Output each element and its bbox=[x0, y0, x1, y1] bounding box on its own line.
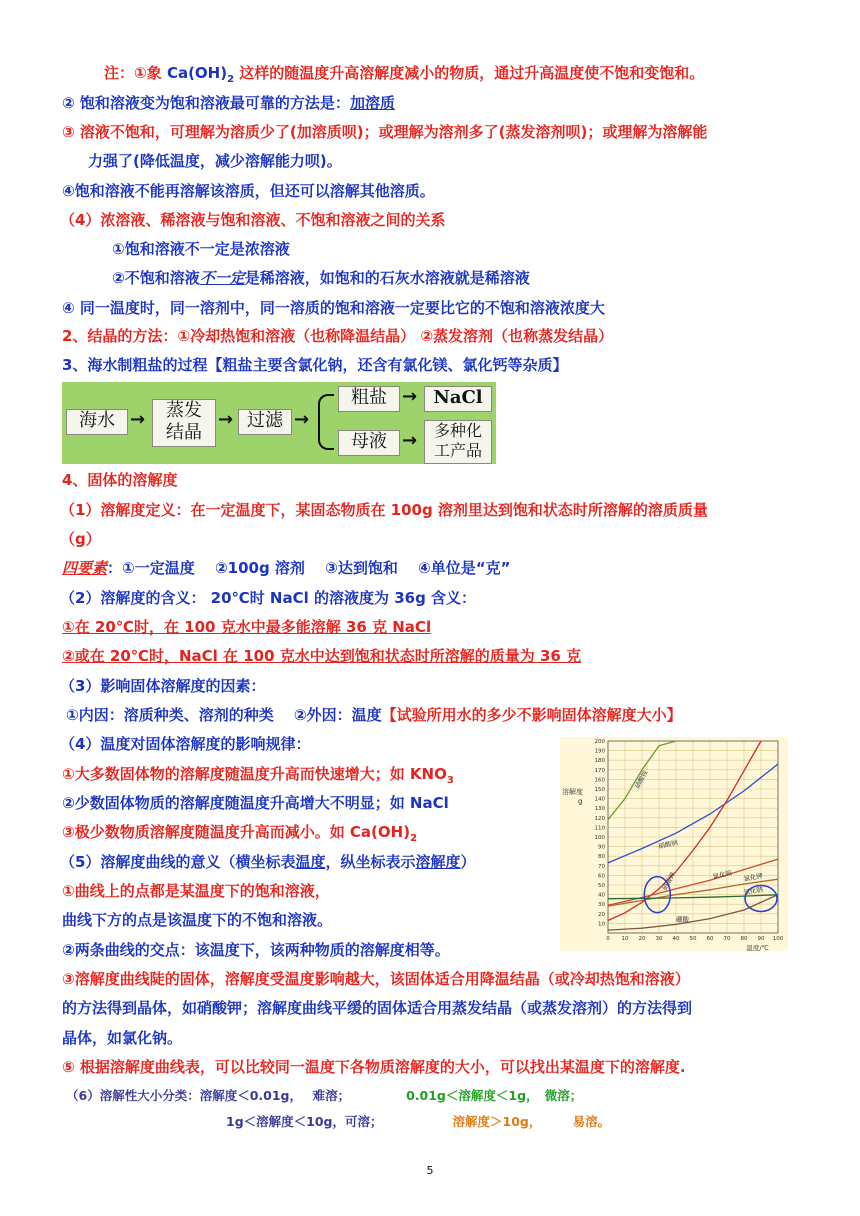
line-7: ①饱和溶液不一定是浓溶液 bbox=[112, 240, 290, 258]
text: ③极少数物质溶解度随温度升高而减小。如 Ca(OH) bbox=[62, 823, 411, 841]
y-tick-label: 80 bbox=[598, 854, 605, 861]
solubility-chart bbox=[560, 737, 788, 951]
y-tick-label: 190 bbox=[594, 748, 605, 755]
note-line bbox=[104, 63, 704, 90]
y-tick-label: 180 bbox=[594, 758, 605, 765]
four-elements-label: 四要素 bbox=[62, 559, 108, 577]
curve-point-2: 曲线下方的点是该温度下的不饱和溶液。 bbox=[62, 911, 333, 929]
series-label: 硼酸 bbox=[676, 915, 689, 924]
curve-meaning-heading bbox=[60, 852, 476, 872]
series-label: 氯化钾 bbox=[742, 871, 764, 884]
meaning-heading: （2）溶解度的含义： 20℃时 NaCl 的溶液度为 36g 含义： bbox=[60, 589, 477, 607]
flow-box-mother-liquor: 母液 bbox=[338, 430, 400, 456]
curve-point-1: ①曲线上的点都是某温度下的饱和溶液， bbox=[62, 882, 330, 900]
x-tick-label: 90 bbox=[757, 936, 765, 942]
series-label: 硝酸钠 bbox=[657, 838, 679, 851]
x-tick-label: 20 bbox=[638, 936, 646, 942]
line-8 bbox=[112, 268, 530, 288]
arrow-icon: → bbox=[402, 386, 418, 407]
rule-2: ②少数固体物质的溶解度随温度升高增大不明显；如 NaCl bbox=[62, 794, 449, 812]
note-prefix: 注：①象 bbox=[104, 64, 167, 82]
subscript: 3 bbox=[446, 775, 454, 786]
x-axis-label: 温度/℃ bbox=[746, 944, 769, 951]
y-tick-label: 140 bbox=[594, 796, 605, 803]
subscript: 2 bbox=[410, 833, 418, 844]
text: 是稀溶液，如饱和的石灰水溶液就是稀溶液 bbox=[244, 269, 530, 287]
line-3: ③ 溶液不饱和，可理解为溶质少了(加溶质呗)；或理解为溶剂多了(蒸发溶剂呗)；或理解为溶解能 bbox=[62, 123, 708, 141]
intersection-line: ②两条曲线的交点：该温度下，该两种物质的溶解度相等。 bbox=[62, 941, 450, 959]
text: 0.01g＜溶解度＜1g， 微溶； bbox=[406, 1088, 583, 1103]
line-2 bbox=[62, 93, 395, 113]
y-tick-label: 160 bbox=[594, 777, 605, 784]
series-label: 硝酸铵 bbox=[633, 768, 650, 790]
y-tick-label: 120 bbox=[594, 815, 605, 822]
flow-box-evaporate bbox=[152, 399, 216, 447]
definition-unit: （g） bbox=[60, 530, 101, 548]
not-necessarily: 不一定 bbox=[199, 269, 245, 287]
text: ，纵坐标表示 bbox=[325, 853, 416, 871]
y-tick-label: 20 bbox=[598, 911, 605, 918]
y-tick-label: 60 bbox=[598, 873, 605, 880]
series-label: 氯化铵 bbox=[711, 868, 733, 882]
y-tick-label: 200 bbox=[594, 739, 605, 745]
four-elements-line bbox=[62, 558, 510, 578]
text: ） bbox=[460, 853, 476, 871]
chem-line1: 多种化 bbox=[433, 421, 482, 440]
evap-line1: 蒸发 bbox=[166, 400, 202, 421]
solubility-heading: 4、固体的溶解度 bbox=[62, 471, 178, 489]
meaning-2: ②或在 20℃时，NaCl 在 100 克水中达到饱和状态时所溶解的质量为 36 克 bbox=[62, 647, 582, 665]
flow-box-filter: 过滤 bbox=[238, 409, 292, 435]
y-tick-label: 170 bbox=[594, 767, 605, 774]
brace-icon bbox=[318, 394, 334, 450]
steep-line-1: ③溶解度曲线陡的固体，溶解度受温度影响越大，该固体适合用降温结晶（或冷却热饱和溶液） bbox=[62, 970, 690, 988]
text: （5）溶解度曲线的意义（横坐标表 bbox=[60, 853, 296, 871]
text: 1g＜溶解度＜10g，可溶； bbox=[226, 1114, 383, 1129]
four-elements-text: ：①一定温度 ②100g 溶剂 ③达到饱和 ④单位是“克” bbox=[107, 559, 511, 577]
x-tick-label: 30 bbox=[655, 936, 663, 942]
flow-box-sea: 海水 bbox=[66, 409, 128, 435]
x-tick-label: 0 bbox=[606, 936, 610, 942]
temperature: 温度 bbox=[295, 853, 326, 871]
factors-heading: （3）影响固体溶解度的因素： bbox=[60, 677, 266, 695]
chem-line2: 工产品 bbox=[433, 441, 482, 460]
arrow-icon: → bbox=[294, 409, 310, 430]
x-tick-label: 60 bbox=[706, 936, 714, 942]
meaning-1: ①在 20℃时，在 100 克水中最多能溶解 36 克 NaCl bbox=[62, 618, 432, 636]
arrow-icon: → bbox=[130, 409, 146, 430]
series-label: 硝酸钾 bbox=[660, 870, 678, 892]
sea-salt-heading: 3、海水制粗盐的过程【粗盐主要含氯化钠，还含有氯化镁、氯化钙等杂质】 bbox=[62, 356, 568, 374]
y-tick-label: 50 bbox=[598, 883, 605, 889]
text: ①内因：溶质种类、溶剂的种类 ②外因：温度 bbox=[66, 706, 382, 724]
x-tick-label: 50 bbox=[689, 936, 697, 942]
sea-salt-flow-diagram bbox=[62, 382, 496, 464]
rule-3 bbox=[62, 822, 417, 849]
classification-line-2 bbox=[226, 1112, 610, 1132]
note: 【试验所用水的多少不影响固体溶解度大小】 bbox=[381, 706, 682, 724]
chart-svg bbox=[560, 737, 788, 951]
formula-caoh2: Ca(OH) bbox=[166, 64, 228, 82]
arrow-icon: → bbox=[218, 409, 234, 430]
add-solute-text: 加溶质 bbox=[349, 94, 395, 112]
x-tick-label: 70 bbox=[723, 936, 731, 942]
rule-1 bbox=[62, 764, 454, 791]
text: ①大多数固体物的溶解度随温度升高而快速增大；如 KNO bbox=[62, 765, 447, 783]
note-text: 这样的随温度升高溶解度减小的物质，通过升高温度使不饱和变饱和。 bbox=[234, 64, 705, 82]
y-tick-label: 100 bbox=[594, 835, 605, 841]
steep-line-2: 的方法得到晶体，如硝酸钾；溶解度曲线平缓的固体适合用蒸发结晶（或蒸发溶剂）的方法得到 bbox=[62, 999, 693, 1017]
text: ②不饱和溶液 bbox=[112, 269, 200, 287]
flow-box-nacl: NaCl bbox=[424, 386, 492, 412]
x-tick-label: 40 bbox=[672, 936, 680, 942]
subscript: 2 bbox=[227, 74, 235, 85]
text: 溶解度＞10g， 易溶。 bbox=[452, 1114, 611, 1129]
line-5: ④饱和溶液不能再溶解该溶质，但还可以溶解其他溶质。 bbox=[62, 182, 435, 200]
text: （6）溶解性大小分类：溶解度＜0.01g， 难溶； bbox=[66, 1088, 351, 1103]
y-axis-label: 溶解度 bbox=[562, 787, 583, 796]
solubility: 溶解度 bbox=[415, 853, 461, 871]
y-tick-label: 90 bbox=[598, 844, 605, 851]
flow-box-crude-salt: 粗盐 bbox=[338, 386, 400, 412]
y-tick-label: 130 bbox=[594, 806, 605, 813]
crystallization-heading: 2、结晶的方法：①冷却热饱和溶液（也称降温结晶） ②蒸发溶剂（也称蒸发结晶） bbox=[62, 327, 614, 345]
definition-line: （1）溶解度定义：在一定温度下，某固态物质在 100g 溶剂里达到饱和状态时所溶解的溶质质量 bbox=[60, 501, 708, 519]
y-tick-label: 40 bbox=[598, 892, 605, 899]
arrow-icon: → bbox=[402, 430, 418, 451]
line-9: ④ 同一温度时，同一溶剂中，同一溶质的饱和溶液一定要比它的不饱和溶液浓度大 bbox=[62, 299, 605, 317]
y-tick-label: 110 bbox=[594, 825, 605, 832]
steep-line-3: 晶体，如氯化钠。 bbox=[62, 1029, 183, 1047]
x-tick-label: 10 bbox=[621, 936, 629, 942]
classification-line-1 bbox=[66, 1086, 582, 1106]
line-4: 力强了(降低温度，减少溶解能力呗)。 bbox=[88, 152, 342, 170]
flow-box-chemicals bbox=[424, 420, 492, 464]
curve-table-line: ⑤ 根据溶解度曲线表，可以比较同一温度下各物质溶解度的大小，可以找出某温度下的溶解度. bbox=[62, 1058, 686, 1076]
series-label: 氯化钠 bbox=[742, 885, 764, 897]
temp-rule-heading: （4）温度对固体溶解度的影响规律： bbox=[60, 735, 311, 753]
evap-line2: 结晶 bbox=[166, 422, 202, 443]
text: ② 饱和溶液变为饱和溶液最可靠的方法是： bbox=[62, 94, 350, 112]
page-number: 5 bbox=[426, 1164, 434, 1177]
y-tick-label: 30 bbox=[598, 902, 605, 909]
x-tick-label: 100 bbox=[772, 936, 784, 942]
y-axis-unit: g bbox=[578, 797, 583, 806]
y-tick-label: 70 bbox=[598, 863, 605, 870]
y-tick-label: 150 bbox=[594, 787, 605, 793]
x-tick-label: 80 bbox=[740, 936, 748, 942]
factors-line bbox=[66, 705, 682, 725]
heading-4: （4）浓溶液、稀溶液与饱和溶液、不饱和溶液之间的关系 bbox=[60, 211, 446, 229]
y-tick-label: 10 bbox=[598, 921, 605, 928]
